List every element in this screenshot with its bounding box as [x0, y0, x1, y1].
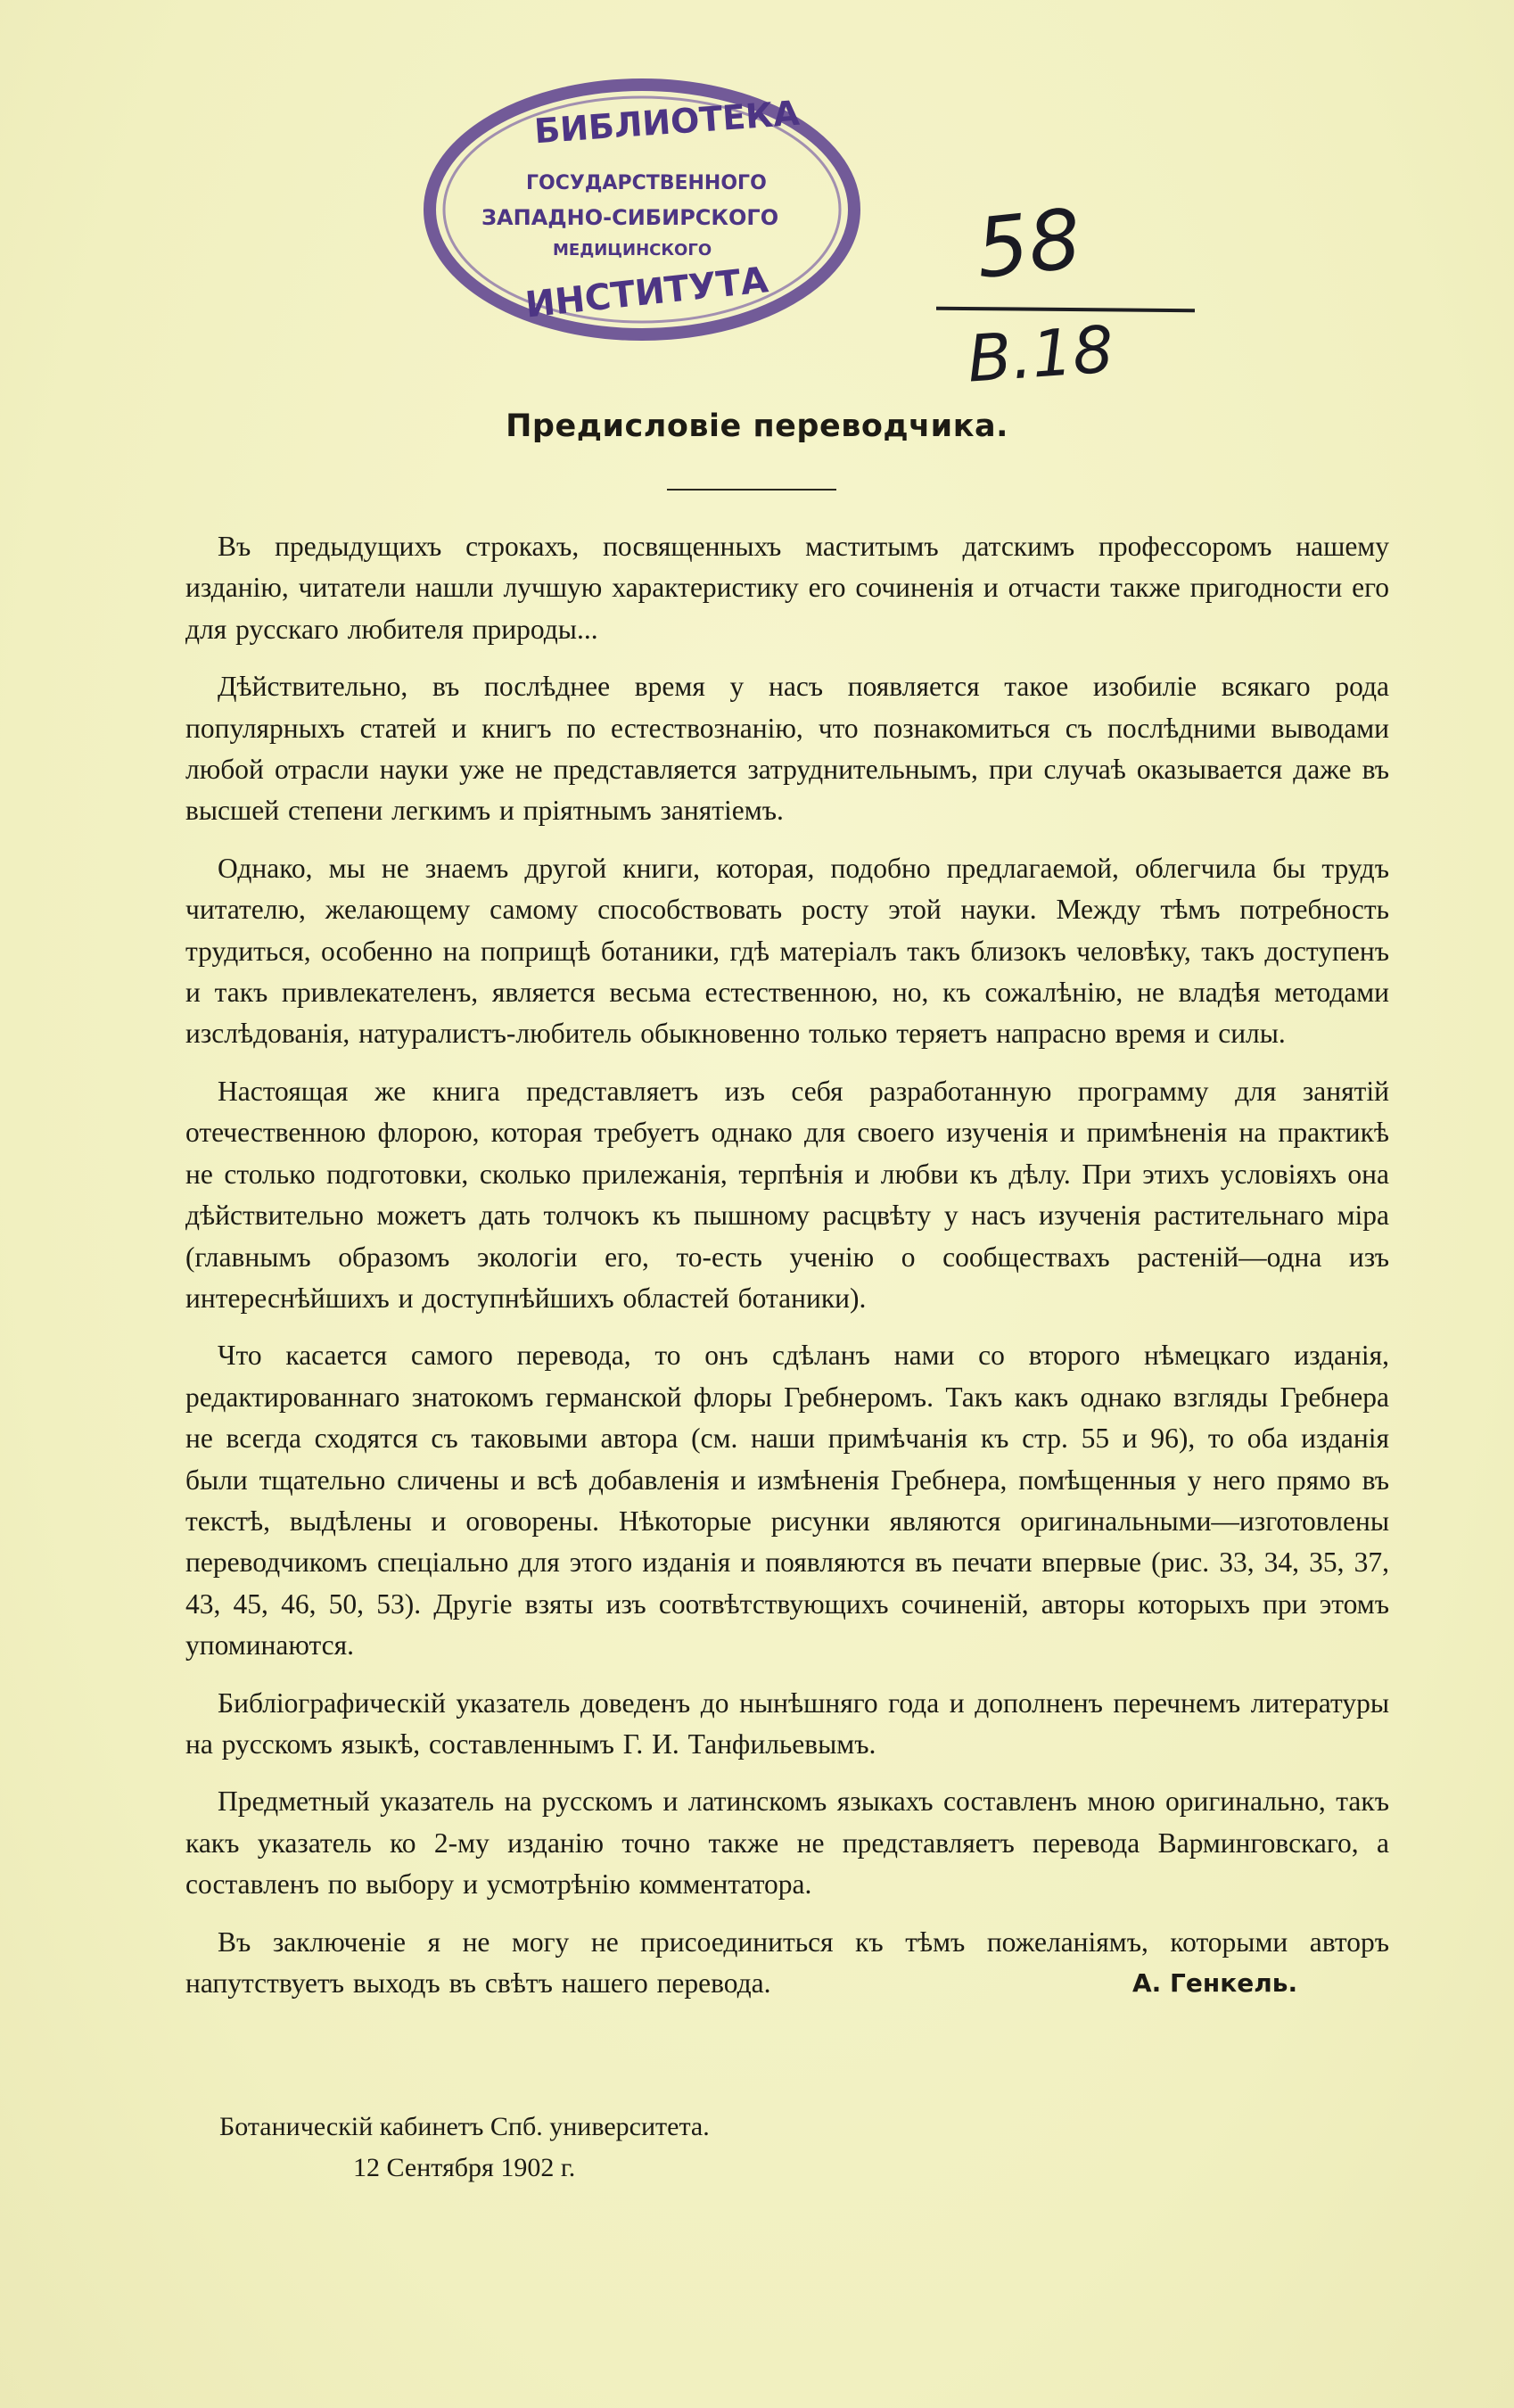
- handwritten-code: В.18: [965, 311, 1116, 397]
- stamp-line-2: ГОСУДАРСТВЕННОГО: [526, 172, 767, 194]
- stamp-line-4: МЕДИЦИНСКОГО: [553, 241, 712, 260]
- paragraph: Однако, мы не знаемъ другой книги, которая, подобно предлагаемой, облегчила бы трудъ читателю, желающему самому способствовать росту этой науки. Между тѣмъ потребность трудиться, особенно на поприщѣ ботаники, гдѣ матеріалъ такъ близокъ человѣку, такъ доступенъ и такъ привлекателенъ, является весьма естественною, но, къ сожалѣнію, не владѣя методами изслѣдованія, натуралистъ-любитель обыкновенно только теряетъ напрасно время и силы.: [185, 852, 1389, 1050]
- handwritten-divider: [936, 307, 1195, 313]
- library-stamp: [419, 71, 865, 348]
- place-line: Ботаническій кабинетъ Спб. университета.: [219, 2112, 710, 2141]
- place-and-date: [219, 2107, 710, 2189]
- author-signature: А. Генкель.: [1132, 1968, 1298, 1998]
- paragraph: Предметный указатель на русскомъ и латинскомъ языкахъ составленъ мною оригинально, такъ какъ указатель ко 2-му изданію точно также не представляетъ перевода Варминговскаго, а составленъ по выбору и усмотрѣнію комментатора.: [185, 1785, 1389, 1901]
- date-line: 12 Сентября 1902 г.: [353, 2153, 576, 2182]
- stamp-line-1: БИБЛИОТЕКА: [532, 93, 801, 152]
- stamp-line-5: ИНСТИТУТА: [522, 260, 770, 326]
- paragraph: Въ предыдущихъ строкахъ, посвященныхъ маститымъ датскимъ профессоромъ нашему изданію, читатели нашли лучшую характеристику его сочиненія и отчасти также пригодности его для русскаго любителя природы...: [185, 531, 1389, 645]
- page-title: Предисловіе переводчика.: [506, 408, 1008, 444]
- paragraph: Настоящая же книга представляетъ изъ себя разработанную программу для занятій отечественною флорою, которая требуетъ однако для своего изученія и примѣненія на практикѣ не столько подготовки, сколько прилежанія, терпѣнія и любви къ дѣлу. При этихъ условіяхъ она дѣйствительно можетъ дать толчокъ къ пышному расцвѣту у насъ изученія растительнаго міра (главнымъ образомъ экологіи его, то-есть ученію о сообществахъ растеній—одна изъ интереснѣйшихъ и доступнѣйшихъ областей ботаники).: [185, 1075, 1389, 1314]
- handwritten-number: 58: [971, 191, 1086, 297]
- title-rule: [667, 489, 836, 491]
- preface-body: [185, 526, 1389, 2020]
- paragraph: Дѣйствительно, въ послѣднее время у насъ появляется такое изобиліе всякаго рода популярныхъ статей и книгъ по естествознанію, что познакомиться съ послѣдними выводами любой отрасли науки уже не представляется затруднительнымъ, при случаѣ оказывается даже въ высшей степени легкимъ и пріятнымъ занятіемъ.: [185, 671, 1389, 827]
- paragraph: Библіографическій указатель доведенъ до нынѣшняго года и дополненъ перечнемъ литературы на русскомъ языкѣ, составленнымъ Г. И. Танфильевымъ.: [185, 1686, 1389, 1760]
- paragraph: Въ заключеніе я не могу не присоединиться къ тѣмъ пожеланіямъ, которыми авторъ напутствуетъ выходъ въ свѣтъ нашего перевода.: [185, 1926, 1389, 1999]
- stamp-line-3: ЗАПАДНО-СИБИРСКОГО: [481, 205, 779, 230]
- paragraph: Что касается самого перевода, то онъ сдѣланъ нами со второго нѣмецкаго изданія, редактированнаго знатокомъ германской флоры Гребнеромъ. Такъ какъ однако взгляды Гребнера не всегда сходятся съ таковыми автора (см. наши примѣчанія къ стр. 55 и 96), то оба изданія были тщательно сличены и всѣ добавленія и измѣненія Гребнера, помѣщенныя у него прямо въ текстѣ, выдѣлены и оговорены. Нѣкоторые рисунки являются оригинальными—изготовлены переводчикомъ спеціально для этого изданія и появляются въ печати впервые (рис. 33, 34, 35, 37, 43, 45, 46, 50, 53). Другіе взяты изъ соотвѣтствующихъ сочиненій, авторы которыхъ при этомъ упоминаются.: [185, 1340, 1389, 1662]
